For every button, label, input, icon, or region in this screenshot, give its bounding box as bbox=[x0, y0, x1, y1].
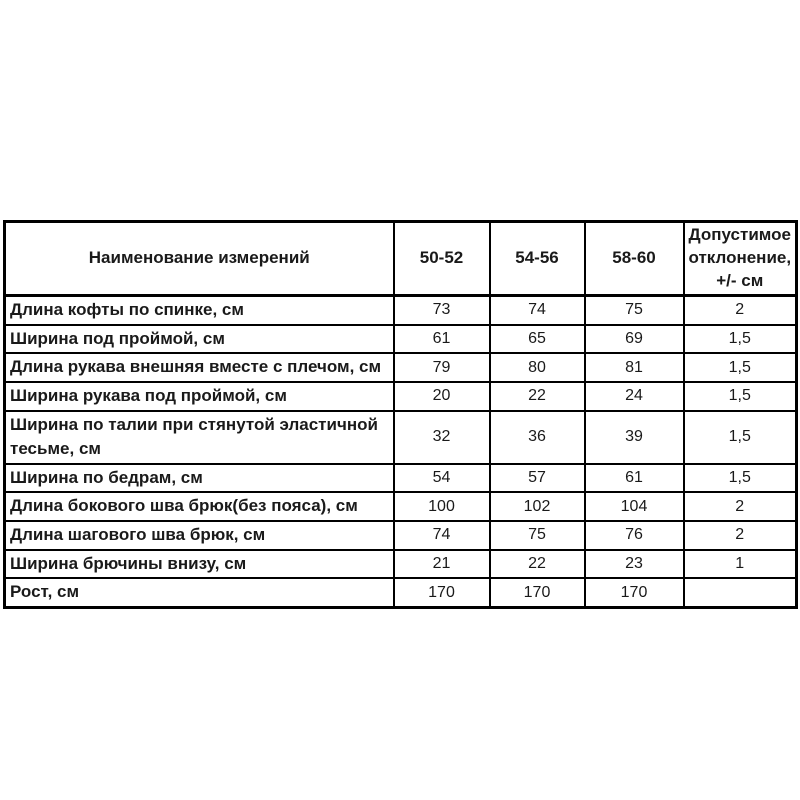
measurement-value-cell: 79 bbox=[394, 353, 490, 382]
measurement-name-cell: Длина бокового шва брюк(без пояса), см bbox=[5, 492, 394, 521]
measurement-value-cell: 65 bbox=[490, 325, 585, 354]
measurement-value-cell: 24 bbox=[585, 382, 684, 411]
measurement-value-cell: 22 bbox=[490, 382, 585, 411]
measurement-value-cell: 61 bbox=[585, 464, 684, 493]
measurement-value-cell: 170 bbox=[585, 578, 684, 607]
measurement-value-cell: 22 bbox=[490, 550, 585, 579]
table-row bbox=[5, 296, 797, 325]
measurement-value-cell: 54 bbox=[394, 464, 490, 493]
measurement-value-cell: 36 bbox=[490, 411, 585, 464]
col-header-size-54-56: 54-56 bbox=[490, 222, 585, 296]
tolerance-value-cell: 1 bbox=[684, 550, 797, 579]
table-body bbox=[5, 296, 797, 608]
tolerance-value-cell: 2 bbox=[684, 492, 797, 521]
measurement-value-cell: 80 bbox=[490, 353, 585, 382]
measurement-name-cell: Длина шагового шва брюк, см bbox=[5, 521, 394, 550]
size-measurement-table bbox=[3, 220, 798, 609]
measurement-value-cell: 74 bbox=[490, 296, 585, 325]
measurement-value-cell: 39 bbox=[585, 411, 684, 464]
table-header-row bbox=[5, 222, 797, 296]
measurement-value-cell: 57 bbox=[490, 464, 585, 493]
table-row bbox=[5, 492, 797, 521]
measurement-name-cell: Ширина брючины внизу, см bbox=[5, 550, 394, 579]
measurement-name-cell: Ширина рукава под проймой, см bbox=[5, 382, 394, 411]
measurement-value-cell: 170 bbox=[394, 578, 490, 607]
tolerance-value-cell: 1,5 bbox=[684, 382, 797, 411]
table-row bbox=[5, 550, 797, 579]
measurement-value-cell: 76 bbox=[585, 521, 684, 550]
measurement-name-cell: Ширина под проймой, см bbox=[5, 325, 394, 354]
measurement-value-cell: 21 bbox=[394, 550, 490, 579]
tolerance-value-cell: 1,5 bbox=[684, 464, 797, 493]
measurement-value-cell: 75 bbox=[585, 296, 684, 325]
col-header-size-58-60: 58-60 bbox=[585, 222, 684, 296]
tolerance-value-cell: 1,5 bbox=[684, 325, 797, 354]
measurement-name-cell: Длина кофты по спинке, см bbox=[5, 296, 394, 325]
table-row bbox=[5, 353, 797, 382]
measurement-value-cell: 81 bbox=[585, 353, 684, 382]
tolerance-value-cell bbox=[684, 578, 797, 607]
table-row bbox=[5, 325, 797, 354]
table-row bbox=[5, 411, 797, 464]
table-row bbox=[5, 464, 797, 493]
measurement-value-cell: 74 bbox=[394, 521, 490, 550]
table-header bbox=[5, 222, 797, 296]
measurement-value-cell: 23 bbox=[585, 550, 684, 579]
measurement-name-cell: Ширина по талии при стянутой эластичной тесьме, см bbox=[5, 411, 394, 464]
measurement-value-cell: 73 bbox=[394, 296, 490, 325]
tolerance-value-cell: 2 bbox=[684, 296, 797, 325]
tolerance-value-cell: 2 bbox=[684, 521, 797, 550]
measurement-value-cell: 102 bbox=[490, 492, 585, 521]
measurement-value-cell: 75 bbox=[490, 521, 585, 550]
table-row bbox=[5, 578, 797, 607]
table-row bbox=[5, 382, 797, 411]
measurement-value-cell: 32 bbox=[394, 411, 490, 464]
measurement-value-cell: 20 bbox=[394, 382, 490, 411]
tolerance-value-cell: 1,5 bbox=[684, 353, 797, 382]
measurement-name-cell: Рост, см bbox=[5, 578, 394, 607]
tolerance-value-cell: 1,5 bbox=[684, 411, 797, 464]
col-header-size-50-52: 50-52 bbox=[394, 222, 490, 296]
measurement-value-cell: 61 bbox=[394, 325, 490, 354]
col-header-measurement-name: Наименование измерений bbox=[5, 222, 394, 296]
measurement-value-cell: 104 bbox=[585, 492, 684, 521]
measurement-value-cell: 69 bbox=[585, 325, 684, 354]
measurement-name-cell: Ширина по бедрам, см bbox=[5, 464, 394, 493]
measurement-value-cell: 100 bbox=[394, 492, 490, 521]
measurement-value-cell: 170 bbox=[490, 578, 585, 607]
measurement-name-cell: Длина рукава внешняя вместе с плечом, см bbox=[5, 353, 394, 382]
col-header-tolerance: Допустимое отклонение, +/- см bbox=[684, 222, 797, 296]
table-row bbox=[5, 521, 797, 550]
